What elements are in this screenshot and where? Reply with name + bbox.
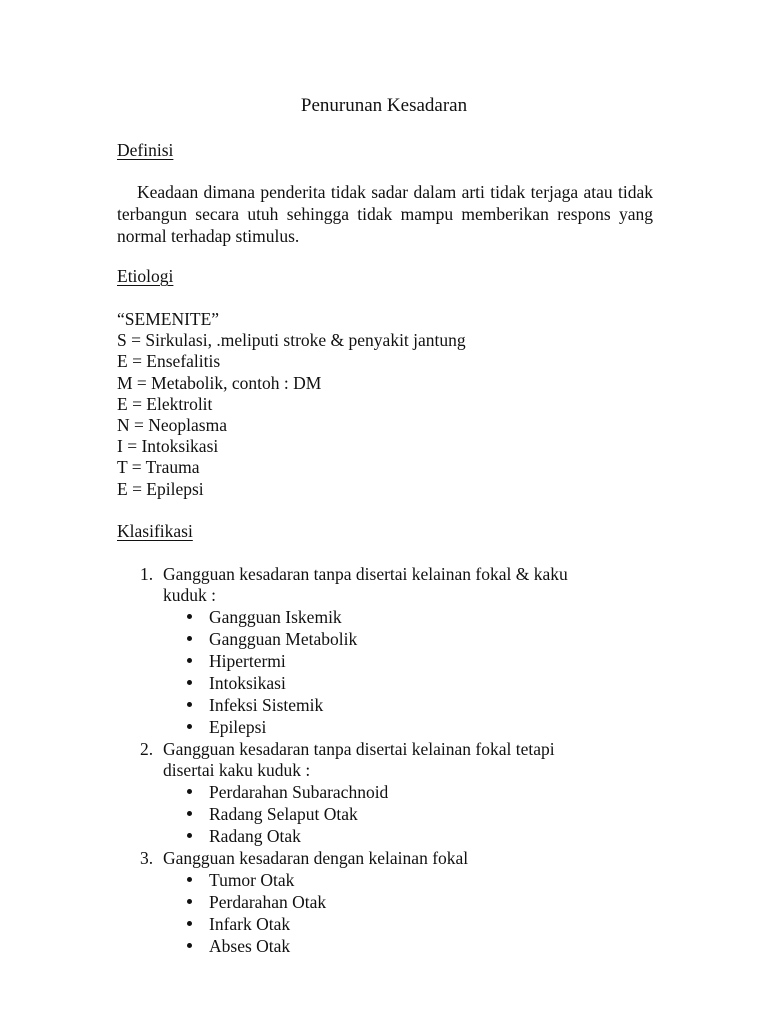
etiologi-item: T = Trauma (117, 457, 200, 477)
etiologi-item: E = Elektrolit (117, 394, 213, 414)
bullet-item: Radang Selaput Otak (209, 804, 358, 824)
classification-item-continued: kuduk : (163, 585, 216, 605)
bullet-icon (187, 789, 192, 794)
bullet-item: Hipertermi (209, 651, 286, 671)
etiologi-item: S = Sirkulasi, .meliputi stroke & penyakit jantung (117, 330, 466, 350)
bullet-item: Gangguan Iskemik (209, 607, 342, 627)
heading-definisi: Definisi (117, 140, 174, 160)
bullet-icon (187, 702, 192, 707)
bullet-icon (187, 680, 192, 685)
etiologi-item: E = Epilepsi (117, 479, 204, 499)
classification-item: Gangguan kesadaran tanpa disertai kelainan fokal tetapi (163, 739, 555, 759)
etiologi-item: I = Intoksikasi (117, 436, 219, 456)
bullet-icon (187, 614, 192, 619)
bullet-item: Intoksikasi (209, 673, 286, 693)
etiologi-item: M = Metabolik, contoh : DM (117, 373, 322, 393)
bullet-item: Gangguan Metabolik (209, 629, 358, 649)
bullet-icon (187, 877, 192, 882)
bullet-icon (187, 724, 192, 729)
heading-etiologi: Etiologi (117, 266, 174, 286)
bullet-icon (187, 921, 192, 926)
document-title: Penurunan Kesadaran (300, 95, 468, 116)
bullet-icon (187, 811, 192, 816)
bullet-icon (187, 899, 192, 904)
classification-item-continued: disertai kaku kuduk : (163, 760, 311, 780)
list-number: 2. (140, 739, 154, 759)
bullet-item: Perdarahan Otak (209, 892, 327, 912)
bullet-item: Epilepsi (209, 717, 267, 737)
bullet-icon (187, 943, 192, 948)
bullet-item: Infeksi Sistemik (209, 695, 324, 715)
bullet-item: Perdarahan Subarachnoid (209, 782, 389, 802)
bullet-item: Infark Otak (209, 914, 291, 934)
bullet-item: Radang Otak (209, 826, 301, 846)
bullet-icon (187, 658, 192, 663)
etiologi-item: E = Ensefalitis (117, 351, 221, 371)
bullet-item: Abses Otak (209, 936, 291, 956)
list-number: 3. (140, 848, 154, 868)
etiologi-mnemonic: “SEMENITE” (117, 309, 220, 329)
bullet-icon (187, 636, 192, 641)
classification-item: Gangguan kesadaran tanpa disertai kelainan fokal & kaku (163, 564, 568, 584)
classification-item: Gangguan kesadaran dengan kelainan fokal (163, 848, 469, 868)
bullet-icon (187, 833, 192, 838)
heading-klasifikasi: Klasifikasi (117, 521, 193, 541)
definisi-paragraph: Keadaan dimana penderita tidak sadar dalam arti tidak terjaga atau tidak terbangun secara utuh sehingga tidak mampu memberikan respons yang normal terhadap stimulus. (117, 182, 653, 246)
etiologi-item: N = Neoplasma (117, 415, 227, 435)
bullet-item: Tumor Otak (209, 870, 295, 890)
list-number: 1. (140, 564, 154, 584)
